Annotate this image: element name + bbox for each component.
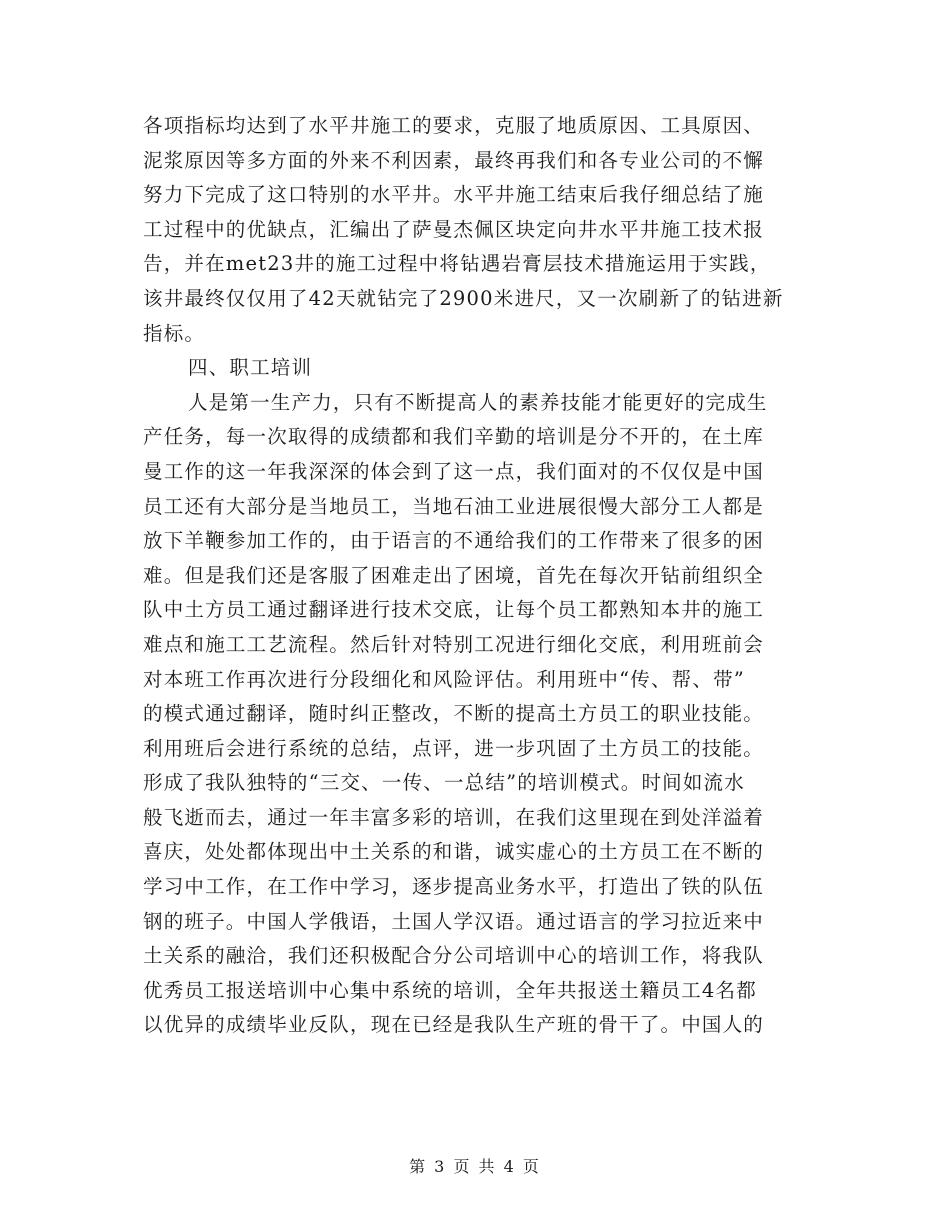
text-line: 该井最终仅仅用了42天就钻完了2900米进尺，又一次刷新了的钻进新 [143, 286, 784, 310]
page-number: 第 3 页 共 4 页 [409, 1157, 541, 1176]
body-text [143, 109, 823, 1043]
text-line: 般飞逝而去，通过一年丰富多彩的培训，在我们这里现在到处洋溢着 [143, 805, 765, 829]
text-line: 曼工作的这一年我深深的体会到了这一点，我们面对的不仅仅是中国 [143, 459, 765, 483]
text-line: 人是第一生产力，只有不断提高人的素养技能才能更好的完成生 [188, 390, 768, 414]
text-line: 的模式通过翻译，随时纠正整改，不断的提高土方员工的职业技能。 [143, 702, 765, 726]
text-line: 利用班后会进行系统的总结，点评，进一步巩固了土方员工的技能。 [143, 736, 765, 760]
text-line: 学习中工作，在工作中学习，逐步提高业务水平，打造出了铁的队伍 [143, 875, 765, 899]
text-line: 以优异的成绩毕业反队，现在已经是我队生产班的骨干了。中国人的 [143, 1013, 765, 1037]
text-line: 告，并在met23井的施工过程中将钻遇岩膏层技术措施运用于实践， [143, 252, 771, 276]
text-line: 对本班工作再次进行分段细化和风险评估。利用班中“传、帮、带” [143, 667, 745, 691]
text-line: 喜庆，处处都体现出中土关系的和谐，诚实虚心的土方员工在不断的 [143, 840, 765, 864]
text-line: 难。但是我们还是客服了困难走出了困境，首先在每次开钻前组织全 [143, 563, 765, 587]
text-line: 工过程中的优缺点，汇编出了萨曼杰佩区块定向井水平井施工技术报 [143, 217, 765, 241]
text-line: 各项指标均达到了水平井施工的要求，克服了地质原因、工具原因、 [143, 114, 765, 137]
text-line: 指标。 [143, 321, 206, 345]
text-line: 产任务，每一次取得的成绩都和我们辛勤的培训是分不开的，在土库 [143, 425, 765, 449]
text-line: 队中土方员工通过翻译进行技术交底，让每个员工都熟知本井的施工 [143, 598, 765, 622]
text-line: 员工还有大部分是当地员工，当地石油工业进展很慢大部分工人都是 [143, 494, 765, 518]
text-line: 形成了我队独特的“三交、一传、一总结”的培训模式。时间如流水 [143, 771, 745, 795]
text-line: 钢的班子。中国人学俄语，土国人学汉语。通过语言的学习拉近来中 [143, 909, 765, 933]
text-line: 泥浆原因等多方面的外来不利因素，最终再我们和各专业公司的不懈 [143, 148, 765, 172]
text-line: 放下羊鞭参加工作的，由于语言的不通给我们的工作带来了很多的困 [143, 529, 765, 553]
section-heading: 四、职工培训 [188, 356, 313, 380]
text-line: 优秀员工报送培训中心集中系统的培训，全年共报送土籍员工4名都 [143, 978, 757, 1002]
text-line: 难点和施工工艺流程。然后针对特别工况进行细化交底，利用班前会 [143, 632, 765, 656]
text-line: 努力下完成了这口特别的水平井。水平井施工结束后我仔细总结了施 [143, 183, 765, 207]
text-line: 土关系的融洽，我们还积极配合分公司培训中心的培训工作，将我队 [143, 944, 765, 968]
